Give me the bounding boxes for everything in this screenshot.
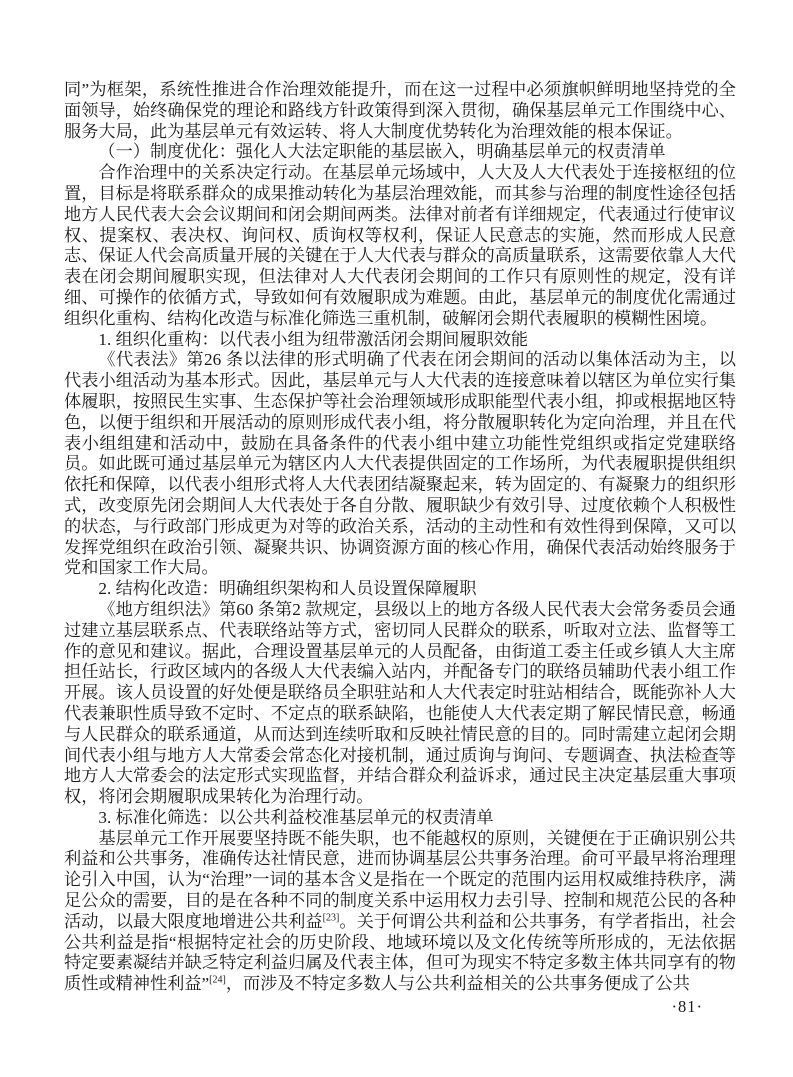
subsection-heading-2: 2. 结构化改造：明确组织架构和人员设置保障履职 xyxy=(98,579,477,599)
paragraph-text-segment: 基层单元工作开展要坚持既不能失职，也不能越权的原则，关键便在于正确识别公共利益和公共事务，准确传达社情民意，进而协调基层公共事务治理。俞可平最早将治理理论引入中国，认为“治理”一词的基本含义是指在一个既定的范围内运用权威维持秩序，满足公众的需要，目的是在各种不同的制度关系中运用权力去引导、控制和规范公民的各种活动，以最大限度地增进公共利益 xyxy=(64,828,736,931)
citation-ref-24: [24] xyxy=(209,974,226,986)
section-heading: （一）制度优化：强化人大法定职能的基层嵌入，明确基层单元的权责清单 xyxy=(98,142,666,162)
paragraph-text-segment: ，而涉及不特定多数人与公共利益相关的公共事务便成了公共 xyxy=(225,974,690,994)
subsection-heading-3: 3. 标准化筛选：以公共利益校准基层单元的权责清单 xyxy=(98,807,494,827)
body-paragraph: 《代表法》第26 条以法律的形式明确了代表在闭会期间的活动以集体活动为主，以代表小组活动为基本形式。因此，基层单元与人大代表的连接意味着以辖区为单位实行集体履职，按照民生实事、生态保护等社会治理领域形成职能型代表小组，抑或根据地区特色，以便于组织和开展活动的原则形成代表小组，将分散履职转化为定向治理，并且在代表小组组建和活动中，鼓励在具备条件的代表小组中建立功能性党组织或指定党建联络员。如此既可通过基层单元为辖区内人大代表提供固定的工作场所，为代表履职提供组织依托和保障，以代表小组形式将人大代表团结凝聚起来，转为固定的、有凝聚力的组织形式，改变原先闭会期间人大代表处于各自分散、履职缺少有效引导、过度依赖个人积极性的状态，与行政部门形成更为对等的政治关系，活动的主动性和有效性得到保障，又可以发挥党组织在政治引领、凝聚共识、协调资源方面的核心作用，确保代表活动始终服务于党和国家工作大局。 xyxy=(64,350,736,578)
subsection-heading-1: 1. 组织化重构：以代表小组为纽带激活闭会期间履职效能 xyxy=(98,329,529,349)
body-paragraph: 合作治理中的关系决定行动。在基层单元场域中，人大及人大代表处于连接枢纽的位置，目标是将联系群众的成果推动转化为基层治理效能，而其参与治理的制度性途径包括地方人民代表大会会议期间和闭会期间两类。法律对前者有详细规定，代表通过行使审议权、提案权、表决权、询问权、质询权等权利，保证人民意志的实施，然而形成人民意志、保证人代会高质量开展的关键在于人大代表与群众的高质量联系，这需要依靠人大代表在闭会期间履职实现，但法律对人大代表闭会期间的工作只有原则性的规定，没有详细、可操作的依循方式，导致如何有效履职成为难题。由此，基层单元的制度优化需通过组织化重构、结构化改造与标准化筛选三重机制，破解闭会期代表履职的模糊性困境。 xyxy=(64,163,736,328)
page-footer xyxy=(64,997,736,1018)
body-paragraph-with-citations xyxy=(64,829,736,995)
body-paragraph: 《地方组织法》第60 条第2 款规定，县级以上的地方各级人民代表大会常务委员会通过建立基层联系点、代表联络站等方式，密切同人民群众的联系，听取对立法、监督等工作的意见和建议。据此，合理设置基层单元的人员配备，由街道工委主任或乡镇人大主席担任站长，行政区域内的各级人大代表编入站内，并配备专门的联络员辅助代表小组工作开展。该人员设置的好处便是联络员全职驻站和人大代表定时驻站相结合，既能弥补人大代表兼职性质导致不定时、不定点的联系缺陷，也能使人大代表定期了解民情民意，畅通与人民群众的联系通道，从而达到连续听取和反映社情民意的目的。同时需建立起闭会期间代表小组与地方人大常委会常态化对接机制，通过质询与询问、专题调查、执法检查等地方人大常委会的法定形式实现监督，并结合群众利益诉求，通过民主决定基层重大事项权，将闭会期履职成果转化为治理行动。 xyxy=(64,599,736,807)
continued-paragraph: 同”为框架，系统性推进合作治理效能提升，而在这一过程中必须旗帜鲜明地坚持党的全面领导，始终确保党的理论和路线方针政策得到深入贯彻，确保基层单元工作围绕中心、服务大局，此为基层单元有效运转、将人大制度优势转化为治理效能的根本保证。 xyxy=(64,80,736,141)
text-column xyxy=(64,80,736,995)
page-number: ·81· xyxy=(671,997,703,1017)
citation-ref-23: [23] xyxy=(322,912,340,924)
paragraph-text-segment: 。关于何谓公共利益和公共事务，有学者指出，社会公共利益是指“根据特定社会的历史阶段、地域环境以及文化传统等所形成的，无法依据特定要素凝结并缺乏特定利益归属及代表主体，但可为现实不特定多数主体共同享有的物质性或精神性利益” xyxy=(64,911,736,994)
